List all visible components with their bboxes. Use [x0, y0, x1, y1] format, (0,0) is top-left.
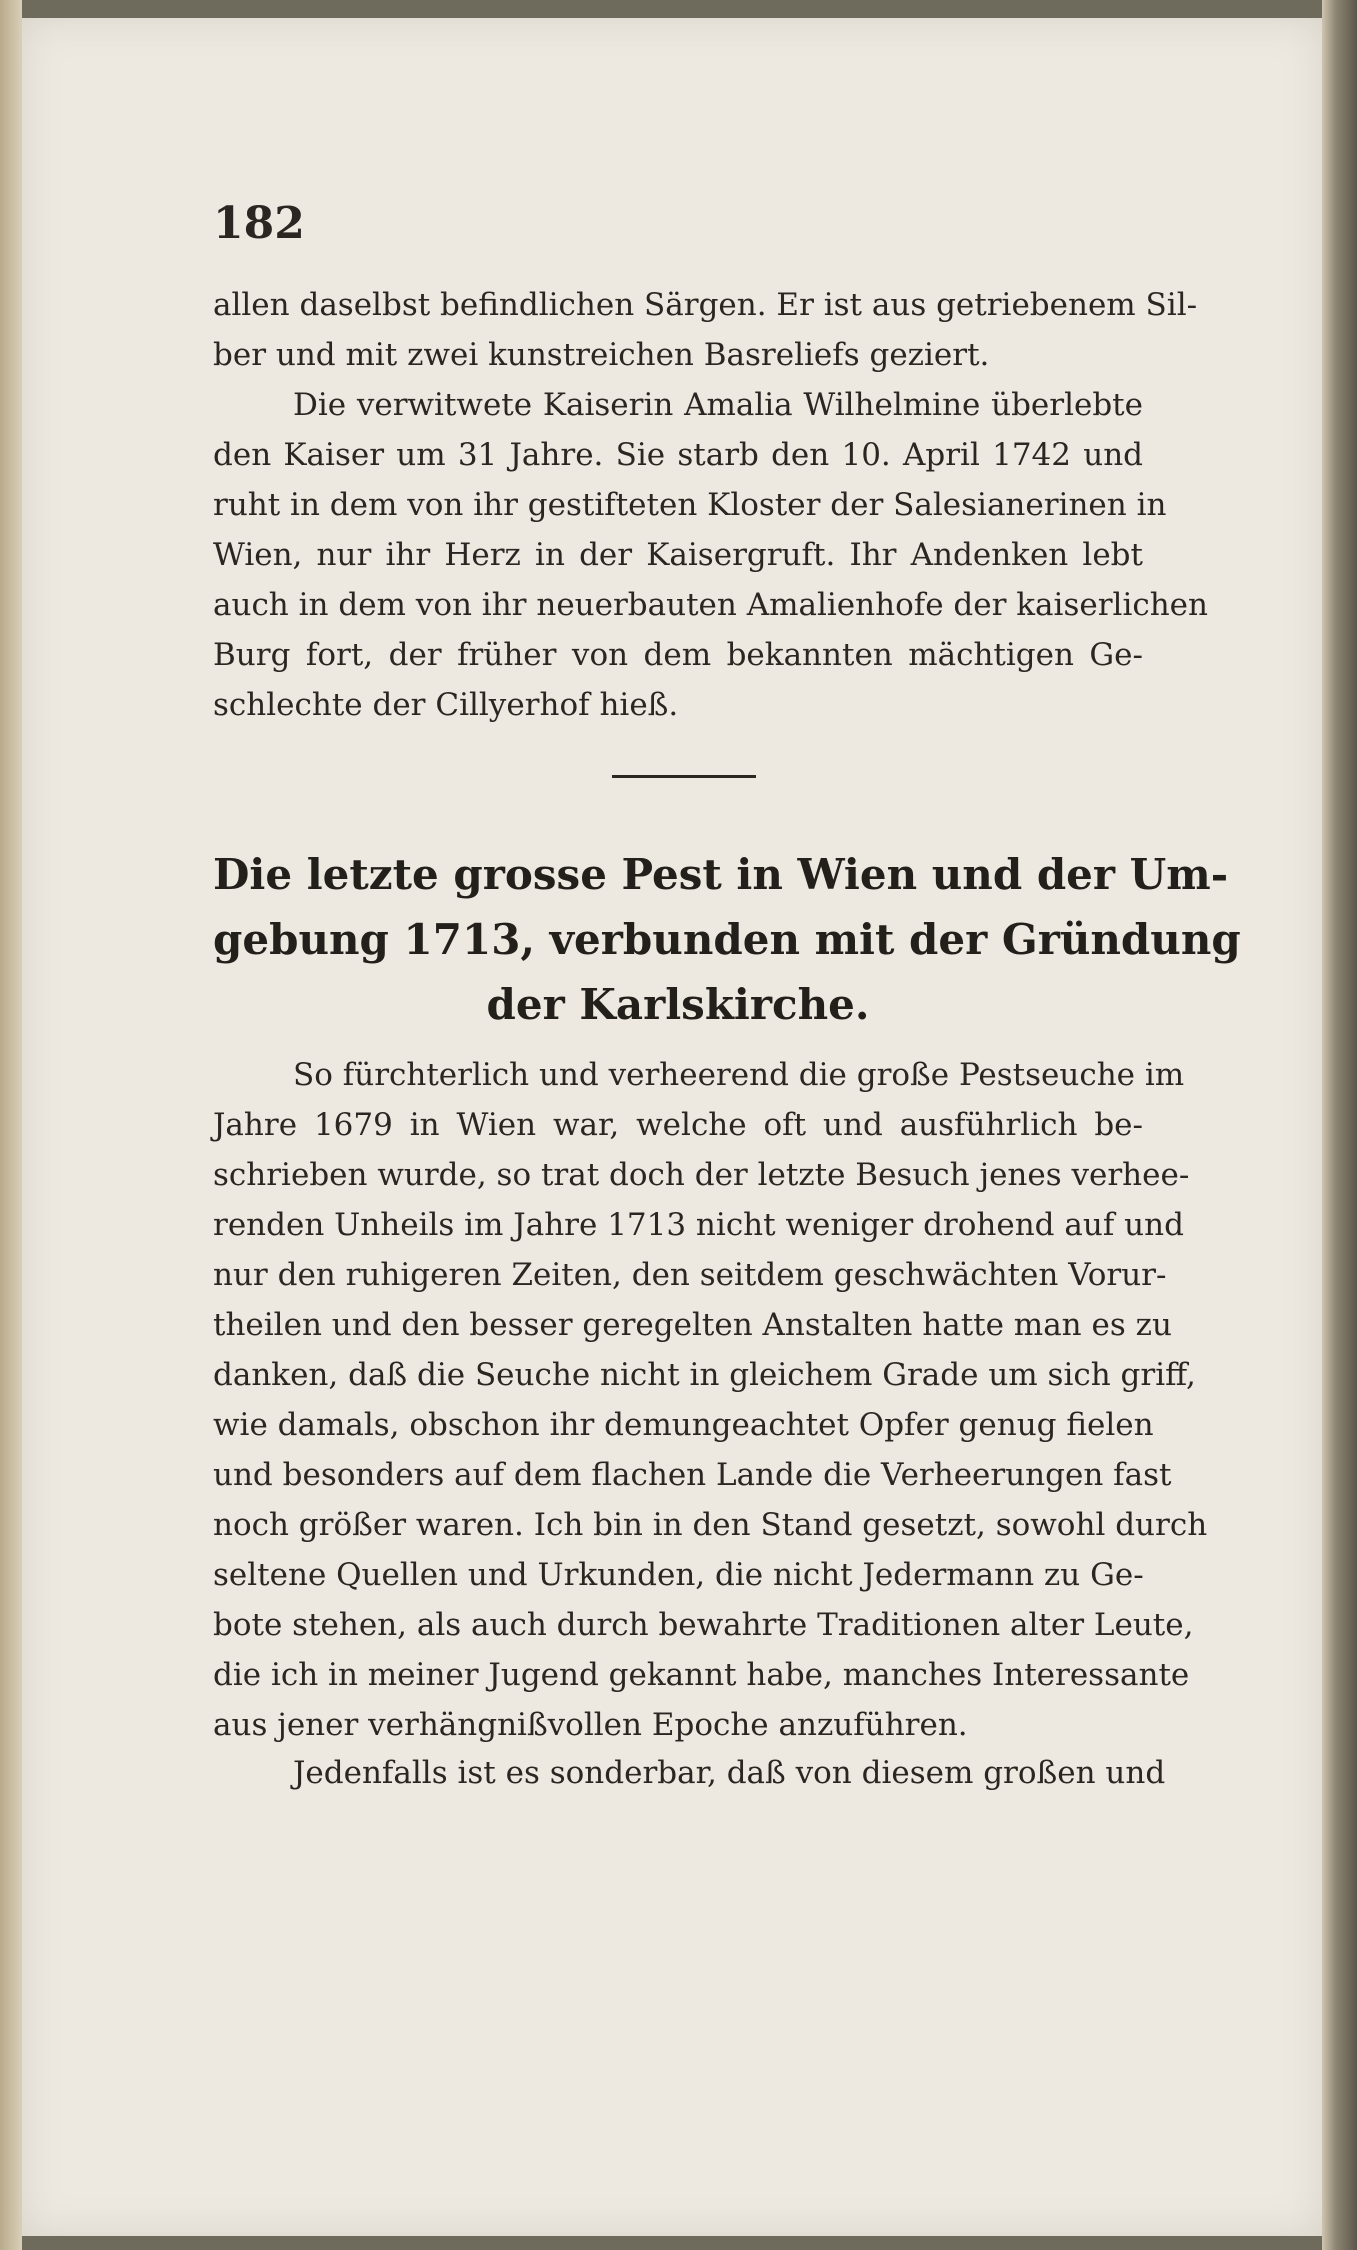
paragraph-1: [213, 280, 1198, 380]
section-divider: [612, 775, 756, 778]
text-line: nur den ruhigeren Zeiten, den seitdem geschwächten Vorur-: [213, 1257, 1167, 1293]
text-line: auch in dem von ihr neuerbauten Amalienhofe der kaiserlichen: [213, 587, 1208, 623]
paragraph-3: [213, 1050, 1208, 1750]
text-line: und besonders auf dem flachen Lande die Verheerungen fast: [213, 1457, 1172, 1493]
text-line: wie damals, obschon ihr demungeachtet Opfer genug fielen: [213, 1407, 1154, 1443]
text-line: danken, daß die Seuche nicht in gleichem Grade um sich griff,: [213, 1357, 1196, 1393]
text-line: Wien, nur ihr Herz in der Kaisergruft. Ihr Andenken lebt: [213, 537, 1143, 573]
text-line: So fürchterlich und verheerend die große Pestseuche im: [293, 1057, 1185, 1093]
text-line: bote stehen, als auch durch bewahrte Traditionen alter Leute,: [213, 1607, 1194, 1643]
book-edge: [1322, 0, 1357, 2250]
text-line: die ich in meiner Jugend gekannt habe, manches Interessante: [213, 1657, 1190, 1693]
text-line: ruht in dem von ihr gestifteten Kloster der Salesianerinen in: [213, 487, 1167, 523]
text-line: theilen und den besser geregelten Anstalten hatte man es zu: [213, 1307, 1172, 1343]
heading-line: Die letzte grosse Pest in Wien und der Um-: [213, 850, 1229, 899]
text-line: den Kaiser um 31 Jahre. Sie starb den 10. April 1742 und: [213, 437, 1143, 473]
book-gutter: [0, 0, 22, 2250]
text-line: schrieben wurde, so trat doch der letzte Besuch jenes verhee-: [213, 1157, 1190, 1193]
text-line: noch größer waren. Ich bin in den Stand gesetzt, sowohl durch: [213, 1507, 1208, 1543]
text-line: Jedenfalls ist es sonderbar, daß von diesem großen und: [293, 1755, 1166, 1791]
text-line: allen daselbst befindlichen Särgen. Er ist aus getriebenem Sil-: [213, 287, 1198, 323]
paragraph-4: [213, 1748, 1166, 1798]
text-line: Jahre 1679 in Wien war, welche oft und ausführlich be-: [213, 1107, 1143, 1143]
page-number: 182: [213, 198, 305, 249]
text-line: seltene Quellen und Urkunden, die nicht Jedermann zu Ge-: [213, 1557, 1144, 1593]
text-line: schlechte der Cillyerhof hieß.: [213, 687, 679, 723]
text-line: ber und mit zwei kunstreichen Basreliefs geziert.: [213, 337, 990, 373]
heading-line: der Karlskirche.: [486, 980, 870, 1029]
paragraph-2: [213, 380, 1208, 730]
text-line: Die verwitwete Kaiserin Amalia Wilhelmine überlebte: [293, 387, 1143, 423]
text-line: aus jener verhängnißvollen Epoche anzuführen.: [213, 1707, 968, 1743]
text-line: renden Unheils im Jahre 1713 nicht weniger drohend auf und: [213, 1207, 1184, 1243]
text-line: Burg fort, der früher von dem bekannten mächtigen Ge-: [213, 637, 1143, 673]
heading-line: gebung 1713, verbunden mit der Gründung: [213, 915, 1241, 964]
section-heading: [213, 842, 1241, 1037]
